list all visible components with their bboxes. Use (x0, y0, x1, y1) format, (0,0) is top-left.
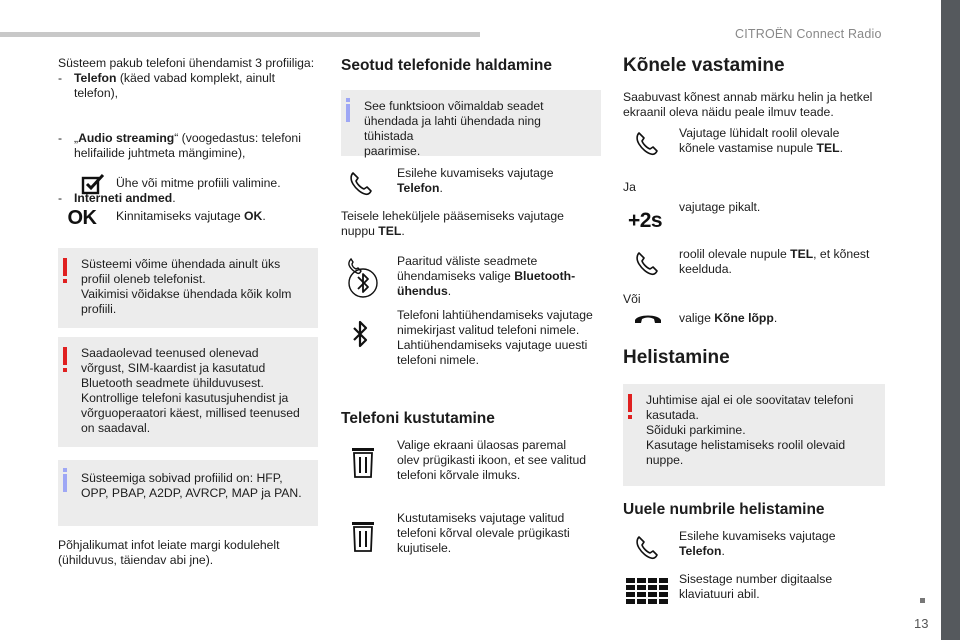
reject-call-text: roolil olevale nupule TEL, et kõnest keelduda. (679, 247, 870, 276)
warning-icon (628, 394, 632, 412)
ok-icon: OK (67, 206, 97, 229)
profiles-intro: Süsteem pakub telefoni ühendamist 3 profiiliga: (58, 56, 315, 70)
bluetooth-icon (345, 314, 375, 354)
website-note: Põhjalikumat infot leiate margi kodulehelt (ühilduvus, täiendav abi jne). (58, 538, 280, 567)
warning-icon (63, 258, 67, 276)
keypad-text: Sisestage number digitaalse klaviatuuri abil. (679, 572, 833, 601)
profile-item-internet: - Interneti andmed. (58, 191, 176, 205)
hang-up-icon (631, 306, 665, 330)
delete-confirm-text: Kustutamiseks vajutage valitud telefoni kõrval olevale prügikasti kujutisele. (397, 511, 570, 555)
warning-icon (63, 347, 67, 365)
bluetooth-connect-text: Paaritud väliste seadmete ühendamiseks valige Bluetooth- ühendus. (397, 254, 576, 298)
answer-tel-text: Vajutage lühidalt roolil olevale kõnele vastamise nupule TEL. (679, 126, 843, 155)
end-call-text: valige Kõne lõpp. (679, 311, 778, 325)
info-icon (63, 474, 67, 492)
profile-item-audio: - „Audio streaming“ (voogedastus: telefoni helifailide juhtmeta mängimine), (58, 131, 301, 160)
phone-handset-icon (631, 128, 663, 160)
heading-calling: Helistamine (623, 347, 730, 368)
side-tab-strip (941, 0, 960, 640)
trash-icon (349, 444, 377, 480)
disconnect-text: Telefoni lahtiühendamiseks vajutage nimekirjast valitud telefoni nimele. Lahtiühendamiseks vajutage uuesti telefoni nimele. (397, 308, 593, 367)
heading-delete-phone: Telefoni kustutamine (341, 410, 495, 427)
phone-handset-icon (345, 168, 377, 200)
or-label: Või (623, 292, 641, 306)
info-icon (346, 104, 350, 122)
home-phone-text: Esilehe kuvamiseks vajutage Telefon. (397, 166, 554, 195)
home-phone-text: Esilehe kuvamiseks vajutage Telefon. (679, 529, 836, 558)
phone-handset-icon (631, 248, 663, 280)
continuation-marker (920, 598, 925, 603)
heading-manage-phones: Seotud telefonide haldamine (341, 57, 552, 74)
info-box-supported-profiles: Süsteemiga sobivad profiilid on: HFP, OPP, PBAP, A2DP, AVRCP, MAP ja PAN. (58, 460, 318, 526)
warning-box-profiles: Süsteemi võime ühendada ainult üks profiil oleneb telefonist. Vaikimisi võidakse ühendada kõik kolm profiili. (58, 248, 318, 328)
warning-box-driving: Juhtimise ajal ei ole soovitatav telefoni kasutada. Sõiduki parkimine. Kasutage helistamiseks roolil olevaid nuppe. (623, 384, 885, 486)
heading-answer-call: Kõnele vastamine (623, 55, 785, 76)
long-press-text: vajutage pikalt. (679, 200, 761, 214)
incoming-call-intro: Saabuvast kõnest annab märku helin ja hetkel ekraanil oleva näidu peale ilmuv teade. (623, 90, 873, 119)
page-number: 13 (914, 616, 929, 631)
profile-item-telefon: - Telefon (käed vabad komplekt, ainult telefon), (58, 71, 275, 100)
delete-select-text: Valige ekraani ülaosas paremal olev prügikasti ikoon, et see valitud telefoni kõrvale ilmuks. (397, 438, 587, 482)
heading-call-new-number: Uuele numbrile helistamine (623, 501, 825, 518)
confirm-ok-text: Kinnitamiseks vajutage OK. (116, 209, 266, 223)
info-box-pairing: See funktsioon võimaldab seadet ühendada ja lahti ühendada ning tühistada paarimise. (341, 90, 601, 156)
and-label: Ja (623, 180, 636, 194)
keypad-icon (625, 576, 669, 606)
phone-handset-icon (631, 532, 663, 564)
select-profiles-text: Ühe või mitme profiili valimine. (116, 176, 281, 190)
trash-icon (349, 518, 377, 554)
page-header-title: CITROËN Connect Radio (735, 27, 882, 41)
long-press-icon: +2s (627, 208, 663, 232)
warning-box-services: Saadaolevad teenused olenevad võrgust, SIM-kaardist ja kasutatud Bluetooth seadmete ühilduvusest. Kontrollige telefoni kasutusjuhendist ja võrguoperaatori käest, millised teenused on saadaval. (58, 337, 318, 447)
checkbox-tick-icon (80, 172, 106, 196)
next-page-text: Teisele leheküljele pääsemiseks vajutage nuppu TEL. (341, 209, 564, 238)
bluetooth-phone-icon (343, 256, 379, 300)
column-1 (58, 0, 320, 567)
